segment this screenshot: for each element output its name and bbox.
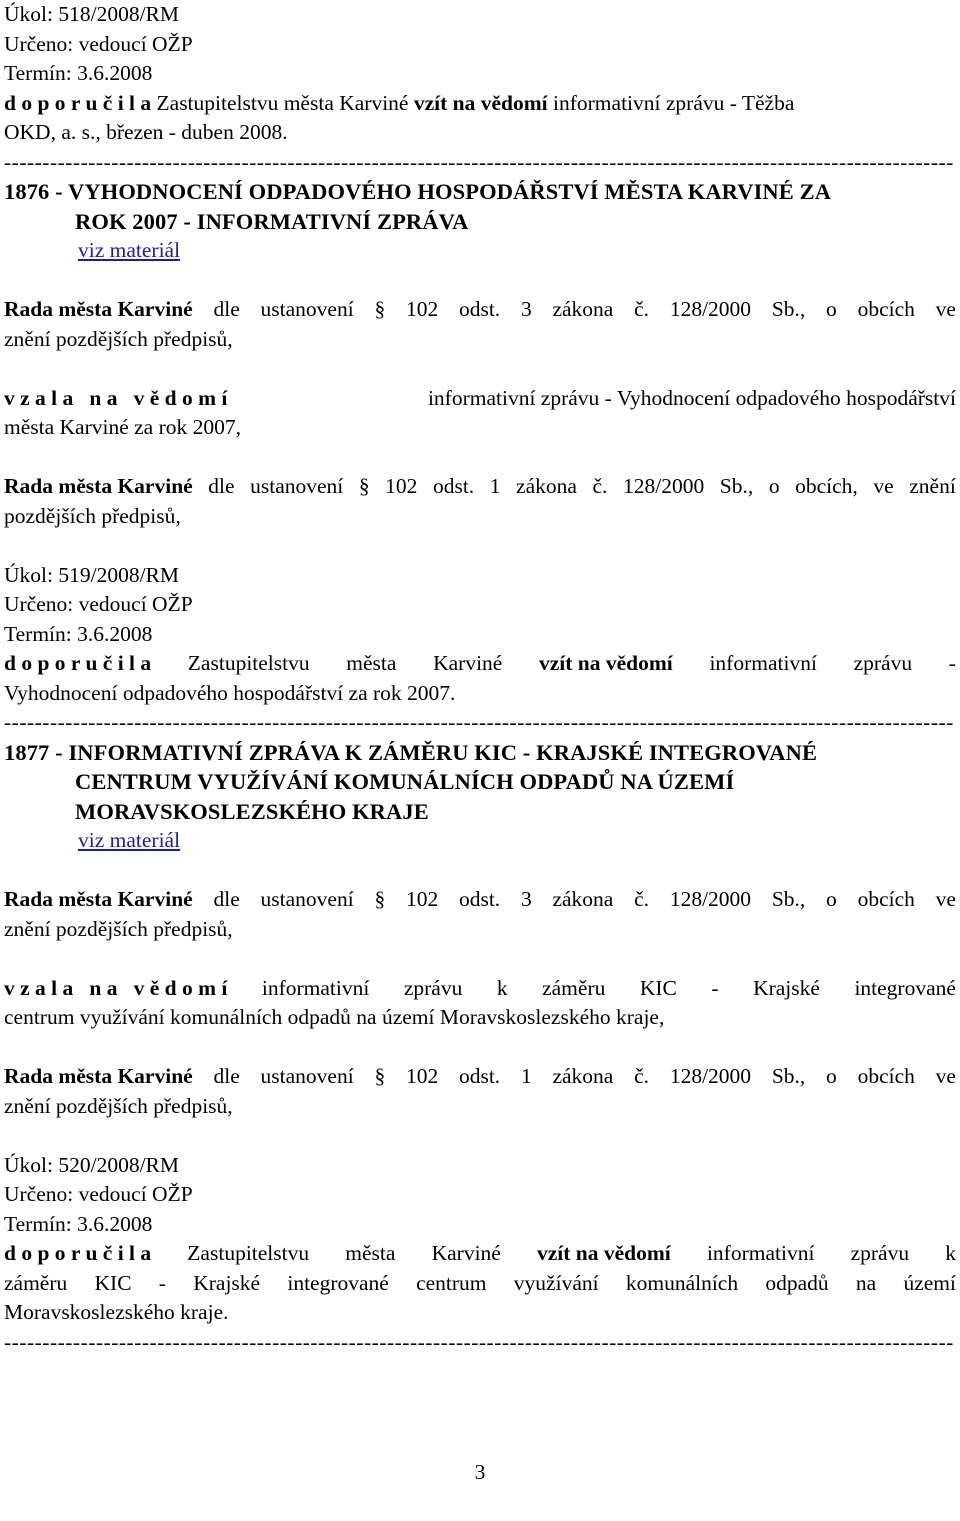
word: odst. [458,887,501,911]
word: - [948,651,956,675]
word: dle [208,474,235,498]
item-1877-resolution2-line [4,1062,956,1092]
council-name: Rada města Karviné [4,474,193,498]
word: Zastupitelstvu [187,1241,310,1265]
word: dle [213,1064,240,1088]
word: města [345,1241,396,1265]
word: zákona [552,887,614,911]
council-name: Rada města Karviné [4,1064,193,1088]
word: odst. [458,1064,501,1088]
took-note-label: v z a l a n a v ě d o m í [4,385,228,410]
word: informativní [706,1241,815,1265]
word: obcích [857,887,915,911]
view-material-link[interactable]: viz materiál [78,238,181,262]
task-520-recommendation-line2 [4,1269,956,1299]
word: o [826,297,837,321]
task-520-recommendation [4,1239,956,1269]
word: Sb., [719,474,754,498]
word: znění [909,474,956,498]
word: Sb., [771,1064,806,1088]
recommended-label: d o p o r u č i l a [4,651,152,675]
word: o [768,474,780,498]
word: - [158,1270,166,1295]
word: o [826,1064,837,1088]
item-1876-took-note-end: města Karviné za rok 2007, [4,415,242,439]
word: integrované [287,1270,389,1295]
separator-line: ---------------------------------------------------------------------------------------------------------------------------- [4,710,954,734]
word: obcích [857,1064,915,1088]
task-520-recommendation-end: Moravskoslezského kraje. [4,1300,229,1324]
recommended-label: d o p o r u č i l a [4,90,152,115]
item-1877-title-continued: CENTRUM VYUŽÍVÁNÍ KOMUNÁLNÍCH ODPADŮ NA ÚZEMÍ [75,769,735,794]
word: města [346,651,397,675]
word: 102 [405,297,439,321]
word: Sb., [771,887,806,911]
word: zákona [552,1064,614,1088]
spacer [4,1033,956,1063]
word: záměru [4,1270,68,1295]
word: zákona [552,297,614,321]
word: zprávu [850,1241,910,1265]
spacer [4,266,956,296]
word: zákona [516,474,577,498]
task-520-deadline: Termín: 3.6.2008 [4,1211,153,1236]
word: Karviné [433,651,503,675]
word: informativní [709,651,817,675]
word: využívání [513,1270,599,1295]
word: - [711,975,719,1000]
item-1876-resolution2-end: pozdějších předpisů, [4,503,181,528]
item-1877-resolution-line [4,885,956,915]
item-1877-link-row [4,826,956,856]
word: ve [873,474,894,498]
word: odst. [458,297,501,321]
task-518-deadline: Termín: 3.6.2008 [4,61,153,85]
word: Krajské [193,1270,261,1295]
word: komunálních [625,1270,739,1295]
item-1876-title-continued: ROK 2007 - INFORMATIVNÍ ZPRÁVA [75,208,469,234]
word: centrum [416,1270,487,1295]
word: obcích [857,297,915,321]
item-1877-took-note-line [4,974,956,1004]
word: 3 [520,297,532,321]
take-note-text: vzít na vědomí [537,1241,671,1265]
council-name: Rada města Karviné [4,297,193,321]
task-520-assignee: Určeno: vedoucí OŽP [4,1182,193,1206]
task-519-recommendation [4,649,956,679]
word: informativní [261,975,370,1000]
word: 102 [405,1064,439,1088]
page-number: 3 [474,1460,486,1484]
task-518-id: Úkol: 518/2008/RM [4,2,180,26]
item-1876-title: 1876 - VYHODNOCENÍ ODPADOVÉHO HOSPODÁŘSTVÍ MĚSTA KARVINÉ ZA [4,179,832,204]
word: k [496,975,508,1000]
took-note-text: informativní zprávu - Vyhodnocení odpadového hospodářství [427,385,956,410]
task-518-recommendation [4,89,956,119]
word: KIC [639,975,677,1000]
word: dle [213,887,240,911]
task-519-id: Úkol: 519/2008/RM [4,562,180,587]
word: integrované [854,975,956,1000]
word: zprávu [403,975,463,1000]
report-text: informativní zprávu - Těžba [547,90,795,115]
item-1876-link-row [4,236,956,266]
item-1876-took-note-line [4,384,956,414]
word: území [903,1270,956,1295]
word: na [855,1270,877,1295]
word: ve [935,1064,956,1088]
word: Sb., [771,297,806,321]
word: k [945,1241,956,1265]
task-518-assignee: Určeno: vedoucí OŽP [4,31,193,56]
recommended-label: d o p o r u č i l a [4,1241,152,1265]
item-1877-took-note-end: centrum využívání komunálních odpadů na území Moravskoslezského kraje, [4,1005,665,1029]
word: Krajské [753,975,820,1000]
word: ustanovení [250,474,344,498]
word: Karviné [431,1241,501,1265]
item-1877-title: 1877 - INFORMATIVNÍ ZPRÁVA K ZÁMĚRU KIC - KRAJSKÉ INTEGROVANÉ [4,739,818,765]
word: 102 [405,887,439,911]
word: 128/2000 [669,297,752,321]
item-1877-title-continued-2: MORAVSKOSLEZSKÉHO KRAJE [75,798,429,824]
item-1876-resolution-end: znění pozdějších předpisů, [4,326,233,351]
section-sign: § [374,1064,386,1088]
word: 128/2000 [669,887,752,911]
item-1876-resolution-line [4,295,956,325]
separator-line: ---------------------------------------------------------------------------------------------------------------------------- [4,1329,954,1354]
council-text: Zastupitelstvu města Karviné [151,90,414,115]
word: ustanovení [260,887,354,911]
took-note-label: v z a l a n a v ě d o m í [4,975,228,1000]
spacer [4,1121,956,1151]
word: záměru [542,975,606,1000]
separator-line: ---------------------------------------------------------------------------------------------------------------------------- [4,149,954,174]
item-1876-resolution2-line [4,472,956,502]
word: ustanovení [260,1064,354,1088]
council-name: Rada města Karviné [4,887,193,911]
spacer [4,856,956,886]
word: dle [213,297,240,321]
word: KIC [94,1270,132,1295]
task-519-recommendation-end: Vyhodnocení odpadového hospodářství za rok 2007. [4,680,456,705]
word: odpadů [765,1270,829,1295]
spacer [4,354,956,384]
document-page [4,0,956,1357]
task-518-recommendation-end: OKD, a. s., březen - duben 2008. [4,120,288,144]
section-sign: § [374,887,386,911]
word: 128/2000 [669,1064,752,1088]
section-sign: § [358,474,370,498]
word: č. [634,1064,650,1088]
word: 1 [520,1064,532,1088]
word: ve [935,887,956,911]
word: o [826,887,837,911]
word: č. [634,297,650,321]
word: 1 [489,474,501,498]
spacer [4,531,956,561]
task-519-assignee: Určeno: vedoucí OŽP [4,592,193,616]
take-note-text: vzít na vědomí [539,651,673,675]
word: zprávu [853,651,913,675]
word: 102 [385,474,418,498]
word: 128/2000 [622,474,705,498]
word: č. [634,887,650,911]
word: ustanovení [260,297,354,321]
word: odst. [432,474,475,498]
word: obcích, [795,474,858,498]
spacer [4,944,956,974]
word: 3 [520,887,532,911]
spacer [4,443,956,473]
task-520-id: Úkol: 520/2008/RM [4,1152,180,1177]
view-material-link[interactable]: viz materiál [78,828,181,852]
word: ve [935,297,956,321]
task-519-deadline: Termín: 3.6.2008 [4,621,153,646]
item-1877-resolution2-end: znění pozdějších předpisů, [4,1093,233,1118]
word: č. [592,474,608,498]
item-1877-resolution-end: znění pozdějších předpisů, [4,916,233,941]
take-note-text: vzít na vědomí [413,90,548,115]
word: Zastupitelstvu [187,651,310,675]
section-sign: § [374,297,386,321]
